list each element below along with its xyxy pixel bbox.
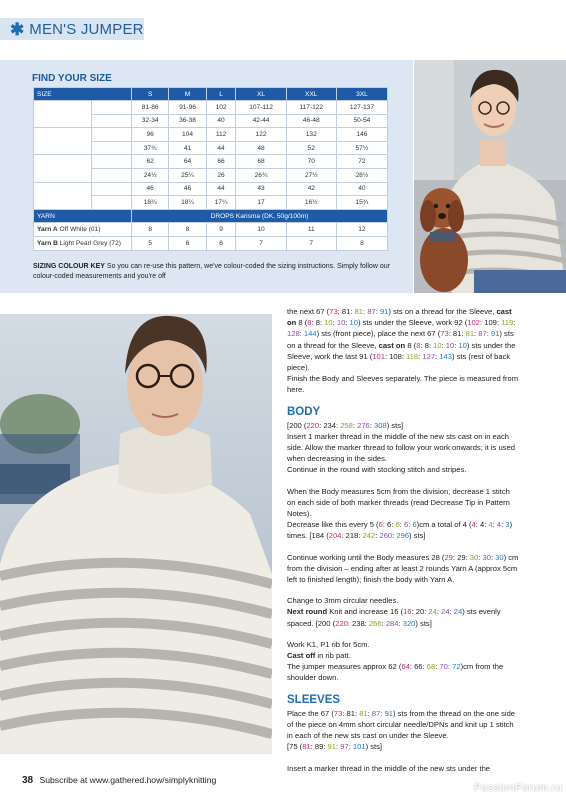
header-l: L bbox=[206, 88, 236, 101]
cell: 72 bbox=[336, 155, 387, 169]
asterisk-icon: ✱ bbox=[10, 19, 25, 39]
cell: 62 bbox=[132, 155, 169, 169]
cell: 107-112 bbox=[236, 101, 286, 115]
cell: 16½ bbox=[286, 196, 336, 210]
row-label: ACTUAL CHEST bbox=[34, 128, 92, 155]
subscribe-link[interactable]: Subscribe at www.gathered.how/simplyknitting bbox=[39, 775, 217, 785]
table-row bbox=[34, 223, 388, 237]
row-label: TO FIT CHEST bbox=[34, 101, 92, 128]
paragraph: Work K1, P1 rib for 5cm. Cast off in rib patt. The jumper measures approx 62 (64: 66: 68: 70: 72)cm from the shoulder down. bbox=[287, 639, 504, 683]
paragraph: Insert a marker thread in the middle of the new sts under the bbox=[287, 763, 491, 773]
photo-man-with-dog bbox=[414, 60, 566, 293]
photo-illustration bbox=[414, 60, 566, 293]
cell: 27½ bbox=[286, 168, 336, 182]
cell: 48 bbox=[236, 141, 286, 155]
table-row bbox=[34, 182, 388, 196]
page-footer bbox=[22, 775, 216, 786]
cell: 40 bbox=[336, 182, 387, 196]
cell: 81-86 bbox=[132, 101, 169, 115]
cell: 112 bbox=[206, 128, 236, 142]
header-s: S bbox=[132, 88, 169, 101]
cell: 146 bbox=[336, 128, 387, 142]
photo-man-in-jumper bbox=[0, 314, 272, 754]
header-xxl: XXL bbox=[286, 88, 336, 101]
cell: 28½ bbox=[336, 168, 387, 182]
cell: 5 bbox=[132, 236, 169, 250]
cell: 17¼ bbox=[206, 196, 236, 210]
paragraph: When the Body measures 5cm from the division, decrease 1 stitch on each side of both marker threads (read Decrease Tip in Pattern Notes). Decrease like this every 5 (6: 6: 6: 6: 6)cm a total of 4 (4: 4: 4: 4: 3) times. [184 (204: 218: 242: 260: 296) sts] bbox=[287, 486, 513, 541]
find-your-size-title: FIND YOUR SIZE bbox=[32, 73, 112, 84]
yarn-value: DROPS Karisma (DK, 50g/100m) bbox=[132, 209, 388, 223]
paragraph: Change to 3mm circular needles. Next round Knit and increase 16 (16: 20: 24: 24: 24) sts evenly spaced. [200 (220: 238: 266: 284: 320) sts] bbox=[287, 596, 501, 628]
cell: 26 bbox=[206, 168, 236, 182]
yarn-label: YARN bbox=[34, 209, 132, 223]
cell: 8 bbox=[132, 223, 169, 237]
paragraph: Continue working until the Body measures 28 (29: 29: 30: 30: 30) cm from the division – ending after at least 2 rounds Yarn A (approx 5cm left to finished length); finish the body with Yarn A. bbox=[287, 552, 519, 585]
cell: 41 bbox=[169, 141, 206, 155]
section-title: MEN'S JUMPER bbox=[29, 20, 144, 38]
row-label: LENGTH bbox=[34, 155, 92, 182]
yarn-a-label bbox=[34, 223, 132, 237]
row-unit: in bbox=[92, 168, 132, 182]
cell: 11 bbox=[286, 223, 336, 237]
cell: 104 bbox=[169, 128, 206, 142]
table-row bbox=[34, 236, 388, 250]
cell: 25¼ bbox=[169, 168, 206, 182]
header-3xl: 3XL bbox=[336, 88, 387, 101]
colour-key-text: So you can re-use this pattern, we've colour-coded the sizing instructions. Simply follow our colour-coded measurements and you're off bbox=[33, 263, 390, 280]
cell: 102 bbox=[206, 101, 236, 115]
cell: 42-44 bbox=[236, 114, 286, 128]
row-unit: cm bbox=[92, 101, 132, 115]
row-unit: cm bbox=[92, 182, 132, 196]
yarn-row bbox=[34, 209, 388, 223]
cell: 52 bbox=[286, 141, 336, 155]
cell: 37¾ bbox=[132, 141, 169, 155]
yarn-a-colour: Off White (01) bbox=[59, 226, 101, 234]
yarn-b-name: Yarn B bbox=[37, 239, 58, 247]
photo-illustration bbox=[0, 314, 272, 754]
cell: 18¼ bbox=[132, 196, 169, 210]
cell: 70 bbox=[286, 155, 336, 169]
cell: 42 bbox=[286, 182, 336, 196]
yarn-a-name: Yarn A bbox=[37, 226, 58, 234]
cell: 15¾ bbox=[336, 196, 387, 210]
pattern-text-column bbox=[287, 306, 519, 784]
cell: 17 bbox=[236, 196, 286, 210]
heading-body: BODY bbox=[287, 405, 321, 418]
table-row bbox=[34, 155, 388, 169]
size-table bbox=[33, 87, 388, 251]
cell: 40 bbox=[206, 114, 236, 128]
cell: 7 bbox=[236, 236, 286, 250]
row-unit: cm bbox=[92, 155, 132, 169]
cell: 43 bbox=[236, 182, 286, 196]
table-row bbox=[34, 101, 388, 115]
cell: 10 bbox=[236, 223, 286, 237]
paragraph: the next 67 (73: 81: 81: 87: 91) sts on a thread for the Sleeve, cast on 8 (8: 8: 10: 10: 10) sts under the Sleeve, work 92 (102: 109: 119: 128: 144) sts (front piece), place the next 67 (73: 81: 81: 87: 91) sts on a thread for the Sleeve, cast on 8 (8: 8: 10: 10: 10) sts under the Sleeve, work the last 91 (101: 108: 118: 127: 143) sts (rest of back piece). Finish the Body and Sleeves separately. The piece is measured from here. bbox=[287, 307, 519, 395]
size-table-header bbox=[34, 88, 388, 101]
cell: 12 bbox=[336, 223, 387, 237]
cell: 46 bbox=[169, 182, 206, 196]
cell: 32-34 bbox=[132, 114, 169, 128]
page-number: 38 bbox=[22, 775, 34, 786]
row-unit: in bbox=[92, 114, 132, 128]
section-header bbox=[0, 18, 144, 40]
yarn-b-colour: Light Pearl Grey (72) bbox=[59, 239, 121, 247]
cell: 46 bbox=[132, 182, 169, 196]
colour-key-title: SIZING COLOUR KEY bbox=[33, 263, 105, 270]
cell: 8 bbox=[336, 236, 387, 250]
paragraph: Place the 67 (73: 81: 81: 87: 91) sts from the thread on the one side of the piece on 4mm short circular needle/DPNs and knit up 1 stitch in each of the new sts cast on under the Sleeve. [75 (81: 89: 91: 97: 101) sts] bbox=[287, 708, 516, 752]
cell: 132 bbox=[286, 128, 336, 142]
cell: 8 bbox=[169, 223, 206, 237]
watermark: PassionForum.ru bbox=[473, 782, 562, 794]
row-label: SLEEVE LENGTH bbox=[34, 182, 92, 209]
cell: 6 bbox=[206, 236, 236, 250]
cell: 6 bbox=[169, 236, 206, 250]
cell: 36-38 bbox=[169, 114, 206, 128]
heading-sleeves: SLEEVES bbox=[287, 693, 341, 706]
colour-key bbox=[33, 262, 408, 282]
cell: 24½ bbox=[132, 168, 169, 182]
cell: 50-54 bbox=[336, 114, 387, 128]
cell: 7 bbox=[286, 236, 336, 250]
cell: 9 bbox=[206, 223, 236, 237]
cell: 18¼ bbox=[169, 196, 206, 210]
row-unit: cm bbox=[92, 128, 132, 142]
header-size: SIZE bbox=[34, 88, 132, 101]
row-unit: in bbox=[92, 196, 132, 210]
row-unit: in bbox=[92, 141, 132, 155]
cell: 66 bbox=[206, 155, 236, 169]
cell: 44 bbox=[206, 141, 236, 155]
cell: 117-122 bbox=[286, 101, 336, 115]
cell: 91-96 bbox=[169, 101, 206, 115]
header-xl: XL bbox=[236, 88, 286, 101]
cell: 68 bbox=[236, 155, 286, 169]
cell: 44 bbox=[206, 182, 236, 196]
yarn-b-label bbox=[34, 236, 132, 250]
cell: 64 bbox=[169, 155, 206, 169]
paragraph: [200 (220: 234: 258: 276: 308) sts] Insert 1 marker thread in the middle of the new sts cast on in each side. Allow the marker thread to follow your work onwards; it is used when decreasing in the sides. Continue in the round with stocking stitch and stripes. bbox=[287, 420, 515, 475]
cell: 46-48 bbox=[286, 114, 336, 128]
cell: 122 bbox=[236, 128, 286, 142]
cell: 96 bbox=[132, 128, 169, 142]
cell: 26¾ bbox=[236, 168, 286, 182]
cell: 57½ bbox=[336, 141, 387, 155]
header-m: M bbox=[169, 88, 206, 101]
cell: 127-137 bbox=[336, 101, 387, 115]
table-row bbox=[34, 128, 388, 142]
